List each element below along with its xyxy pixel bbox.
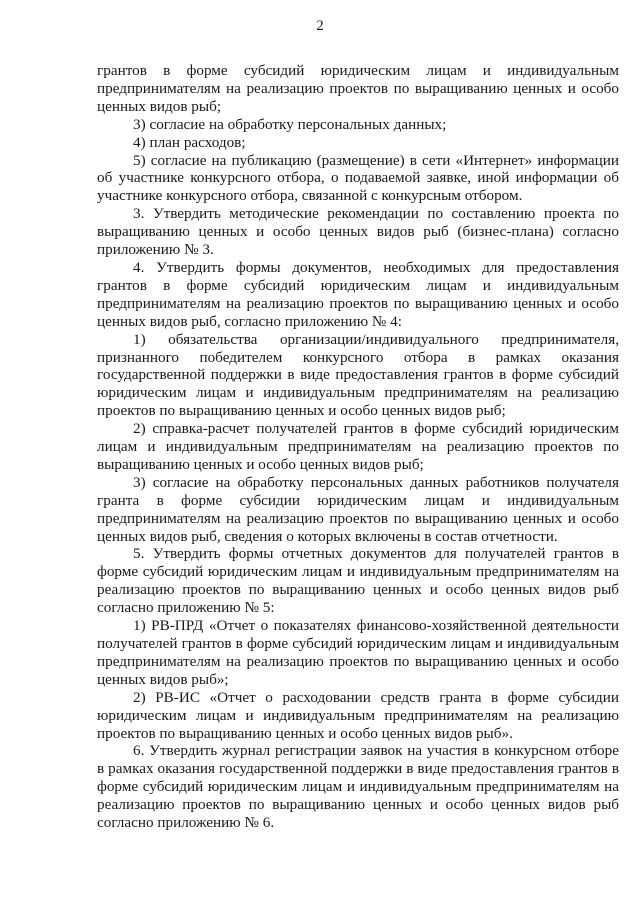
list-item-expense-plan: 4) план расходов; [133, 133, 246, 151]
clause-4-item-1: 1) обязательства организации/индивидуального предпринимателя, признанного победителем конкурсного отбора в рамках оказания государственной поддержки в виде предоставления грантов в форме субсидий юридическим лицам и индивидуальным предпринимателям на реализацию проектов по выращиванию ценных и особо ценных видов рыб; [97, 330, 619, 420]
clause-6-registration-journal: 6. Утвердить журнал регистрации заявок на участия в конкурсном отборе в рамках оказания государственной поддержки в виде предоставления грантов в форме субсидий юридическим лицам и индивидуальным предпринимателям на реализацию проектов по выращиванию ценных и особо ценных видов рыб согласно приложению № 6. [97, 742, 619, 832]
clause-4-item-2: 2) справка-расчет получателей грантов в форме субсидий юридическим лицам и индивидуальным предпринимателям на реализацию проектов по выращиванию ценных и особо ценных видов рыб; [97, 420, 619, 473]
clause-5-item-2: 2) РВ-ИС «Отчет о расходовании средств гранта в форме субсидии юридическим лицам и индивидуальным предпринимателям на реализацию проектов по выращиванию ценных и особо ценных видов рыб». [97, 688, 619, 742]
list-item-consent-personal-data: 3) согласие на обработку персональных данных; [133, 115, 447, 133]
clause-5-report-forms: 5. Утвердить формы отчетных документов для получателей грантов в форме субсидий юридическим лицам и индивидуальным предпринимателям на реализацию проектов по выращиванию ценных и особо ценных видов рыб согласно приложению № 5: [97, 545, 619, 617]
clause-4-document-forms: 4. Утвердить формы документов, необходимых для предоставления грантов в форме субсидий юридическим лицам и индивидуальным предпринимателям на реализацию проектов по выращиванию ценных и особо ценных видов рыб, согласно приложению № 4: [97, 258, 619, 330]
clause-4-item-3: 3) согласие на обработку персональных данных работников получателя гранта в форме субсидии юридическим лицам и индивидуальным предпринимателям на реализацию проектов по выращиванию ценных и особо ценных видов рыб, сведения о которых включены в состав отчетности. [97, 473, 619, 545]
clause-3-methodical-recommendations: 3. Утвердить методические рекомендации по составлению проекта по выращиванию ценных и особо ценных видов рыб (бизнес-плана) согласно приложению № 3. [97, 205, 619, 259]
page-number: 2 [316, 18, 324, 34]
list-item-consent-publication: 5) согласие на публикацию (размещение) в сети «Интернет» информации об участнике конкурсного отбора, о подаваемой заявке, иной информации об участнике конкурсного отбора, связанной с конкурсным отбором. [97, 151, 619, 205]
document-body [97, 62, 619, 832]
clause-5-item-1: 1) РВ-ПРД «Отчет о показателях финансово-хозяйственной деятельности получателей грантов в форме субсидий юридическим лицам и индивидуальным предпринимателям на реализацию проектов по выращиванию ценных и особо ценных видов рыб»; [97, 617, 619, 688]
paragraph-continuation: грантов в форме субсидий юридическим лицам и индивидуальным предпринимателям на реализацию проектов по выращиванию ценных и особо ценных видов рыб; [97, 62, 619, 115]
